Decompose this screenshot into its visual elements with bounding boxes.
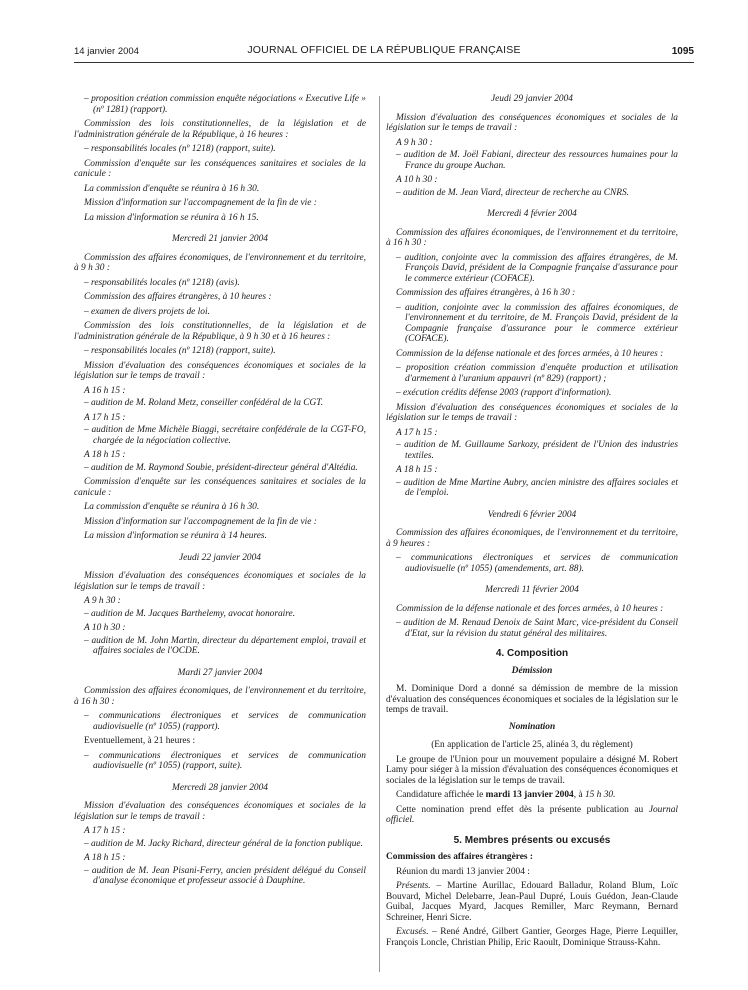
- section-heading-composition: 4. Composition: [495, 648, 569, 659]
- agenda-item: – communications électroniques et services de communication audiovisuelle (nº 1055) (rapport, suite).: [84, 750, 366, 771]
- candidature-time: 15 h 30.: [584, 790, 616, 800]
- journal-title: JOURNAL OFFICIEL DE LA RÉPUBLIQUE FRANÇAISE: [247, 44, 521, 56]
- page-header: [74, 44, 694, 60]
- subheading-demission: Démission: [511, 665, 553, 676]
- time-label: A 17 h 15 :: [84, 412, 126, 423]
- excused-label: Excusés.: [396, 927, 433, 937]
- left-column: [74, 94, 366, 891]
- header-rule: [74, 62, 694, 63]
- committee-heading: Mission d'évaluation des conséquences économiques et sociales de la législation sur le temps de travail :: [386, 112, 678, 133]
- column-separator: [379, 96, 380, 972]
- date-heading: Mercredi 4 février 2004: [487, 209, 577, 219]
- time-label: A 18 h 15 :: [84, 450, 126, 460]
- time-label: A 9 h 30 :: [396, 137, 433, 148]
- subheading-nomination: Nomination: [508, 721, 556, 732]
- meeting-note: Eventuellement, à 21 heures :: [84, 736, 196, 746]
- present-label: Présents.: [396, 881, 437, 891]
- present-names: – Martine Aurillac, Edouard Balladur, Roland Blum, Loïc Bouvard, Michel Delebarre, Jean-Paul Dupré, Louis Guédon, Jean-Claude Guibal, Jacques Myard, Jacques Remiller, Marc Reymann, Bernard Schreiner, Henri Sicre.: [386, 881, 678, 923]
- time-label: A 9 h 30 :: [84, 596, 121, 606]
- committee-heading: Commission des affaires économiques, de l'environnement et du territoire, à 16 h 30 :: [74, 686, 366, 707]
- effect-text: Cette nomination prend effet dès la présente publication au: [396, 804, 649, 815]
- agenda-item: – responsabilités locales (nº 1218) (avis).: [84, 277, 240, 288]
- agenda-item: – audition de M. Jean Pisani-Ferry, ancien président délégué du Conseil d'analyse économique et professeur associé à Dauphine.: [84, 865, 366, 886]
- date-heading: Jeudi 22 janvier 2004: [178, 552, 261, 563]
- committee-heading: Mission d'information sur l'accompagnement de la fin de vie :: [84, 516, 317, 527]
- time-label: A 10 h 30 :: [84, 623, 126, 633]
- date-heading: Mercredi 28 janvier 2004: [172, 782, 268, 793]
- date-heading: Jeudi 29 janvier 2004: [490, 94, 573, 104]
- agenda-item: – proposition création commission d'enquête production et utilisation d'armement à l'uranium appauvri (nº 829) (rapport) ;: [396, 363, 678, 384]
- agenda-item: – examen de divers projets de loi.: [84, 306, 210, 317]
- time-label: A 10 h 30 :: [396, 175, 438, 185]
- committee-heading: Commission de la défense nationale et des forces armées, à 10 heures :: [396, 603, 664, 614]
- agenda-item: – audition de M. Roland Metz, conseiller confédéral de la CGT.: [84, 398, 324, 408]
- agenda-item: – audition de M. Joël Fabiani, directeur des ressources humaines pour la France du groupe Auchan.: [396, 150, 678, 171]
- candidature-paragraph: [386, 790, 678, 801]
- committee-heading: Commission des lois constitutionnelles, de la législation et de l'administration générale de la République, à 9 h 30 et à 16 heures :: [74, 321, 366, 342]
- agenda-item: – audition de Mme Michèle Biaggi, secrétaire confédérale de la CGT-FO, chargée de la négociation collective.: [84, 425, 366, 446]
- committee-heading: Commission des lois constitutionnelles, de la législation et de l'administration générale de la République, à 16 heures :: [74, 119, 366, 140]
- agenda-item: – audition de M. Renaud Denoix de Saint Marc, vice-président du Conseil d'Etat, sur la révision du statut général des militaires.: [396, 618, 678, 639]
- committee-heading: Commission des affaires économiques, de l'environnement et du territoire, à 16 h 30 :: [386, 227, 678, 248]
- committee-heading: Mission d'évaluation des conséquences économiques et sociales de la législation sur le temps de travail :: [74, 801, 366, 822]
- committee-heading: Commission des affaires étrangères, à 16 h 30 :: [396, 288, 576, 298]
- committee-heading: Commission des affaires étrangères, à 10 heures :: [84, 292, 272, 302]
- page-number: 1095: [671, 46, 694, 57]
- agenda-item: – responsabilités locales (nº 1218) (rapport, suite).: [84, 144, 276, 154]
- agenda-item: – communications électroniques et services de communication audiovisuelle (nº 1055) (rapport).: [84, 711, 366, 732]
- meeting-note: La mission d'information se réunira à 16 h 15.: [84, 212, 259, 223]
- date-heading: Vendredi 6 février 2004: [487, 509, 577, 520]
- candidature-sep: , à: [573, 790, 585, 800]
- committee-heading: Mission d'évaluation des conséquences économiques et sociales de la législation sur le temps de travail :: [74, 571, 366, 592]
- time-label: A 17 h 15 :: [396, 427, 438, 438]
- time-label: A 18 h 15 :: [84, 853, 126, 863]
- committee-heading: Commission de la défense nationale et des forces armées, à 10 heures :: [396, 348, 664, 359]
- committee-heading: Commission d'enquête sur les conséquences sanitaires et sociales de la canicule :: [74, 477, 366, 498]
- committee-heading: Commission des affaires économiques, de l'environnement et du territoire, à 9 heures :: [386, 528, 678, 549]
- time-label: A 16 h 15 :: [84, 385, 126, 396]
- agenda-item: – exécution crédits défense 2003 (rapport d'information).: [396, 388, 612, 398]
- committee-heading: Commission des affaires économiques, de l'environnement et du territoire, à 9 h 30 :: [74, 252, 366, 273]
- candidature-text: Candidature affichée le: [396, 790, 486, 800]
- header-date: 14 janvier 2004: [74, 46, 139, 57]
- journal-reference: Journal officiel.: [386, 804, 678, 825]
- meeting-note: La commission d'enquête se réunira à 16 h 30.: [84, 502, 260, 512]
- agenda-item: – audition de M. Raymond Soubie, président-directeur général d'Altédia.: [84, 462, 358, 473]
- effect-paragraph: [386, 805, 678, 826]
- agenda-item: – communications électroniques et services de communication audiovisuelle (nº 1055) (amendements, art. 88).: [396, 553, 678, 574]
- body-paragraph: M. Dominique Dord a donné sa démission de membre de la mission d'évaluation des conséquences économiques et sociales de la législation sur le temps de travail.: [386, 684, 678, 715]
- agenda-item: – responsabilités locales (nº 1218) (rapport, suite).: [84, 346, 276, 356]
- right-column: [386, 94, 678, 952]
- meeting-date: Réunion du mardi 13 janvier 2004 :: [396, 866, 530, 877]
- excused-names: – René André, Gilbert Gantier, Georges Hage, Pierre Lequiller, François Loncle, Christian Philip, Eric Raoult, Dominique Strauss-Kahn.: [386, 927, 678, 948]
- rule-reference: (En application de l'article 25, alinéa 3, du règlement): [431, 740, 633, 750]
- time-label: A 18 h 15 :: [396, 465, 438, 475]
- agenda-item: – audition de M. Guillaume Sarkozy, président de l'Union des industries textiles.: [396, 440, 678, 461]
- committee-heading: Mission d'évaluation des conséquences économiques et sociales de la législation sur le temps de travail :: [386, 402, 678, 423]
- meeting-note: La commission d'enquête se réunira à 16 h 30.: [84, 183, 260, 194]
- agenda-item: – audition, conjointe avec la commission des affaires économiques, de l'environnement et du territoire, de M. François David, président de la Compagnie française d'assurance pour le commerce extérieur (COFACE).: [396, 302, 678, 344]
- agenda-item: – audition de M. Jacky Richard, directeur général de la fonction publique.: [84, 838, 363, 849]
- section-heading-members: 5. Membres présents ou excusés: [453, 834, 611, 846]
- committee-name: Commission des affaires étrangères :: [386, 852, 534, 862]
- committee-heading: Mission d'évaluation des conséquences économiques et sociales de la législation sur le temps de travail :: [74, 360, 366, 381]
- agenda-item: – audition de M. Jean Viard, directeur de recherche au CNRS.: [396, 187, 630, 198]
- time-label: A 17 h 15 :: [84, 826, 126, 836]
- agenda-item: – proposition création commission enquête négociations « Executive Life » (nº 1281) (rapport).: [84, 94, 366, 115]
- date-heading: Mardi 27 janvier 2004: [177, 667, 263, 678]
- date-heading: Mercredi 11 février 2004: [485, 585, 579, 595]
- excused-members: [386, 927, 678, 948]
- date-heading: Mercredi 21 janvier 2004: [172, 234, 268, 244]
- committee-heading: Commission d'enquête sur les conséquences sanitaires et sociales de la canicule :: [74, 158, 366, 179]
- candidature-date: mardi 13 janvier 2004: [485, 790, 574, 800]
- agenda-item: – audition, conjointe avec la commission des affaires étrangères, de M. François David, président de la Compagnie française d'assurance pour le commerce extérieur (COFACE).: [396, 252, 678, 284]
- body-paragraph: Le groupe de l'Union pour un mouvement populaire a désigné M. Robert Lamy pour siéger à la mission d'évaluation des conséquences économiques et sociales de la législation sur le temps de travail.: [386, 754, 678, 786]
- present-members: [386, 881, 678, 923]
- committee-heading: Mission d'information sur l'accompagnement de la fin de vie :: [84, 198, 317, 208]
- agenda-item: – audition de M. John Martin, directeur du département emploi, travail et affaires sociales de l'OCDE.: [84, 635, 366, 656]
- agenda-item: – audition de M. Jacques Barthelemy, avocat honoraire.: [84, 608, 296, 619]
- agenda-item: – audition de Mme Martine Aubry, ancien ministre des affaires sociales et de l'emploi.: [396, 477, 678, 498]
- meeting-note: La mission d'information se réunira à 14 heures.: [84, 531, 267, 541]
